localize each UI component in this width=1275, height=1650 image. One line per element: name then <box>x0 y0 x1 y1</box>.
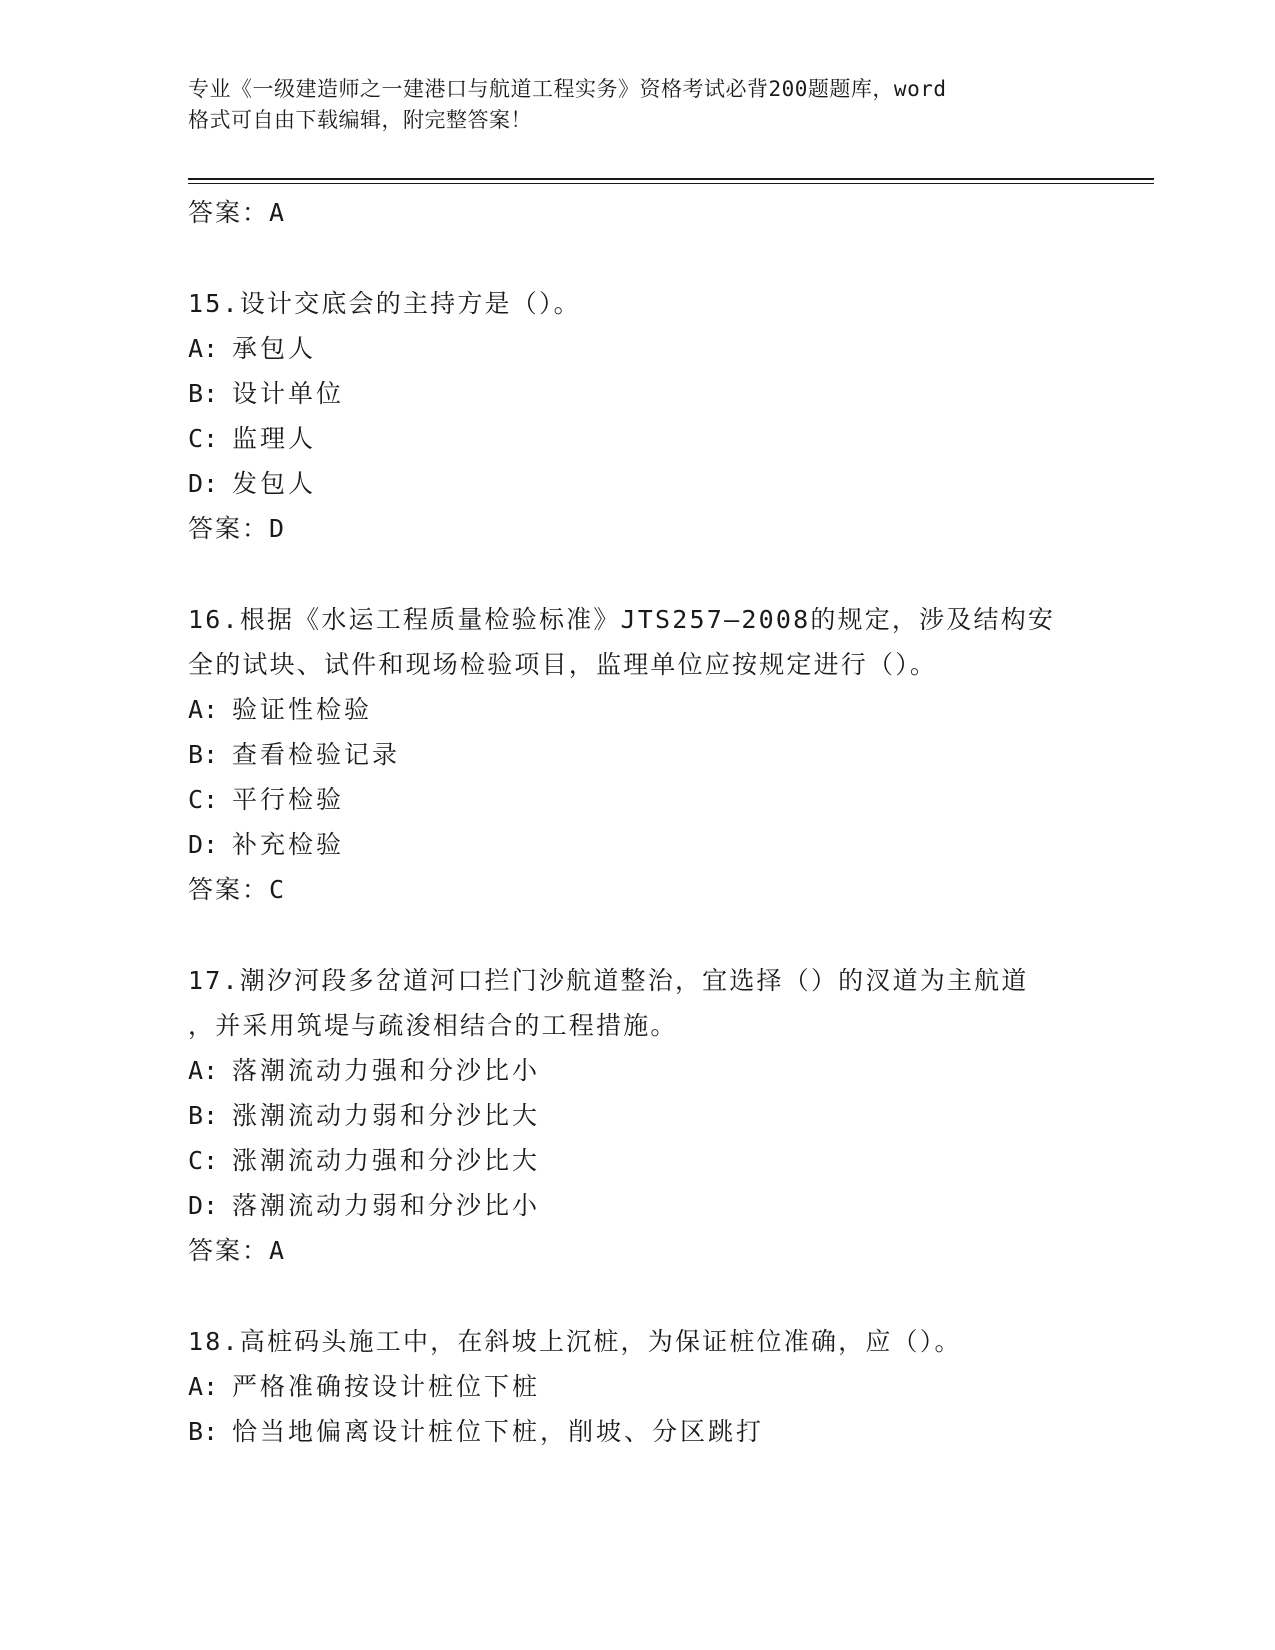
option-c <box>188 416 1128 461</box>
answer-line <box>188 867 1128 912</box>
option-letter: A: <box>188 1056 219 1085</box>
option-text: 恰当地偏离设计桩位下桩，削坡、分区跳打 <box>232 1417 765 1446</box>
header-line-2: 格式可自由下载编辑，附完整答案！ <box>188 108 532 132</box>
option-d <box>188 461 1128 506</box>
option-letter: A: <box>188 1372 219 1401</box>
option-letter: C: <box>188 424 219 453</box>
spacer <box>188 235 1128 281</box>
answer-value: A <box>269 198 285 227</box>
option-b <box>188 1093 1128 1138</box>
option-letter: A: <box>188 695 219 724</box>
option-text: 发包人 <box>232 469 317 498</box>
option-text: 查看检验记录 <box>232 740 401 769</box>
answer-line <box>188 1228 1128 1273</box>
option-d <box>188 1183 1128 1228</box>
option-letter: C: <box>188 785 219 814</box>
option-a <box>188 687 1128 732</box>
option-text: 涨潮流动力弱和分沙比大 <box>232 1101 541 1130</box>
question-text-continued: ，并采用筑堤与疏浚相结合的工程措施。 <box>188 1011 678 1040</box>
option-letter: D: <box>188 830 219 859</box>
header-line-1: 专业《一级建造师之一建港口与航道工程实务》资格考试必背200题题库，word <box>188 77 947 101</box>
answer-label: 答案： <box>188 1236 270 1265</box>
option-b <box>188 371 1128 416</box>
question-block <box>188 281 1128 551</box>
header-divider-thick <box>188 178 1154 180</box>
answer-value: A <box>269 1236 285 1265</box>
option-text: 设计单位 <box>232 379 345 408</box>
option-letter: D: <box>188 469 219 498</box>
option-b <box>188 1409 1128 1454</box>
option-text: 监理人 <box>232 424 317 453</box>
option-text: 平行检验 <box>232 785 345 814</box>
answer-label: 答案： <box>188 198 270 227</box>
option-text: 承包人 <box>232 334 317 363</box>
option-a <box>188 326 1128 371</box>
question-text: 15.设计交底会的主持方是（）。 <box>188 289 581 318</box>
answer-label: 答案： <box>188 514 270 543</box>
option-text: 验证性检验 <box>232 695 373 724</box>
question-text: 16.根据《水运工程质量检验标准》JTS257—2008的规定，涉及结构安 <box>188 605 1056 634</box>
option-letter: D: <box>188 1191 219 1220</box>
option-letter: C: <box>188 1146 219 1175</box>
answer-value: D <box>269 514 285 543</box>
option-letter: B: <box>188 740 219 769</box>
question-block <box>188 958 1128 1273</box>
question-block <box>188 1319 1128 1454</box>
question-text: 18.高桩码头施工中，在斜坡上沉桩，为保证桩位准确，应（）。 <box>188 1327 962 1356</box>
answer-value: C <box>269 875 285 904</box>
option-text: 严格准确按设计桩位下桩 <box>232 1372 541 1401</box>
option-c <box>188 777 1128 822</box>
option-text: 补充检验 <box>232 830 345 859</box>
answer-label: 答案： <box>188 875 270 904</box>
document-header <box>188 74 1068 136</box>
option-letter: B: <box>188 1417 219 1446</box>
option-text: 涨潮流动力强和分沙比大 <box>232 1146 541 1175</box>
question-block <box>188 597 1128 912</box>
option-text: 落潮流动力强和分沙比小 <box>232 1056 541 1085</box>
option-c <box>188 1138 1128 1183</box>
option-text: 落潮流动力弱和分沙比小 <box>232 1191 541 1220</box>
spacer <box>188 1273 1128 1319</box>
option-letter: B: <box>188 1101 219 1130</box>
option-b <box>188 732 1128 777</box>
question-text: 17.潮汐河段多岔道河口拦门沙航道整治，宜选择（）的汊道为主航道 <box>188 966 1029 995</box>
option-letter: B: <box>188 379 219 408</box>
answer-line <box>188 190 1128 235</box>
document-body <box>188 190 1128 1454</box>
option-d <box>188 822 1128 867</box>
spacer <box>188 551 1128 597</box>
option-letter: A: <box>188 334 219 363</box>
question-text-continued: 全的试块、试件和现场检验项目，监理单位应按规定进行（）。 <box>188 650 938 679</box>
spacer <box>188 912 1128 958</box>
option-a <box>188 1048 1128 1093</box>
answer-line <box>188 506 1128 551</box>
header-divider-thin <box>188 183 1154 184</box>
option-a <box>188 1364 1128 1409</box>
